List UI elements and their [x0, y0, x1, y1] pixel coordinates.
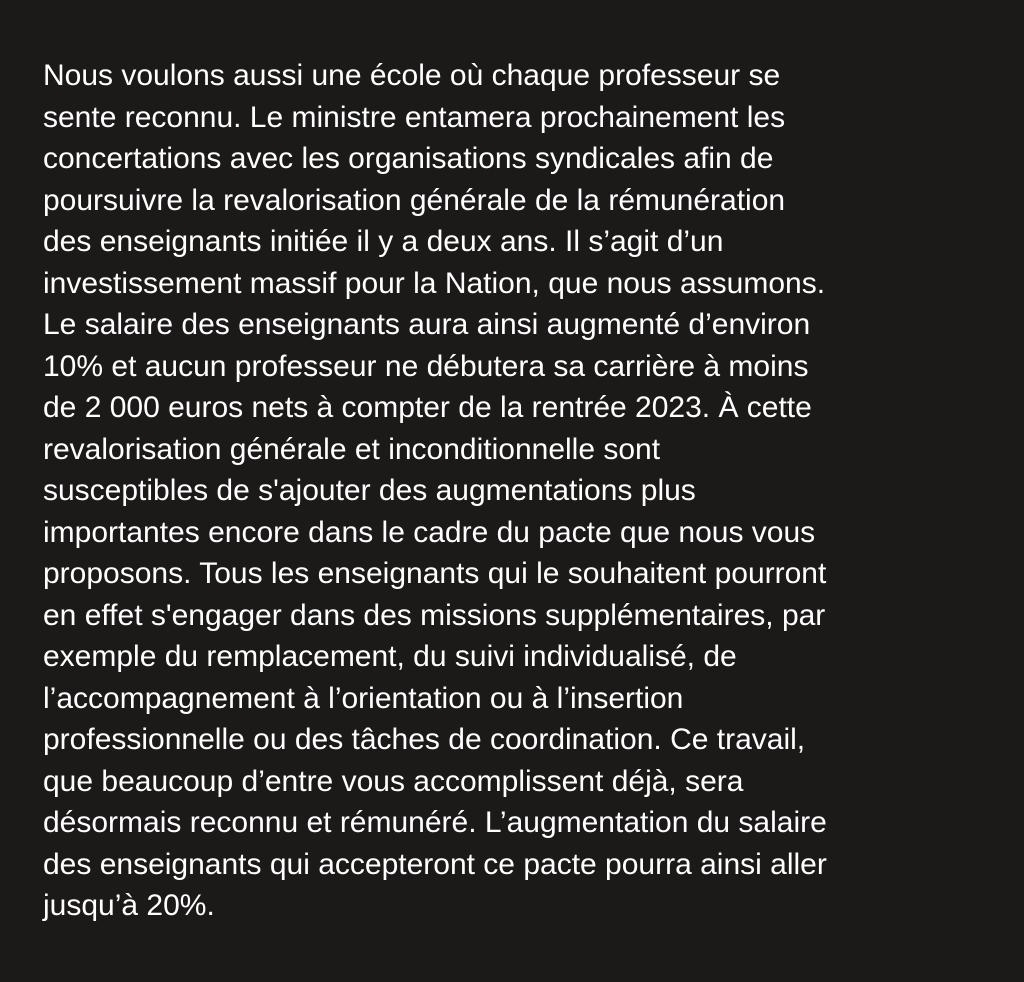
text-line: des enseignants initiée il y a deux ans. Il s’agit d’un	[43, 225, 724, 258]
text-line: désormais reconnu et rémunéré. L’augmentation du salaire	[43, 806, 827, 839]
text-line: poursuivre la revalorisation générale de la rémunération	[43, 183, 786, 217]
text-line: sente reconnu. Le ministre entamera prochainement les	[43, 100, 786, 134]
text-line: proposons. Tous les enseignants qui le souhaitent pourront	[43, 557, 827, 590]
text-line: Nous voulons aussi une école où chaque professeur se	[43, 59, 781, 92]
text-line: des enseignants qui accepteront ce pacte pourra ainsi aller	[43, 847, 827, 881]
text-line: professionnelle ou des tâches de coordination. Ce travail,	[43, 723, 806, 756]
text-line: exemple du remplacement, du suivi individualisé, de	[43, 640, 737, 673]
text-line: que beaucoup d’entre vous accomplissent déjà, sera	[43, 764, 744, 798]
text-line: concertations avec les organisations syndicales afin de	[43, 142, 774, 175]
text-line: l’accompagnement à l’orientation ou à l’insertion	[43, 681, 684, 715]
text-line: jusqu’à 20%.	[43, 889, 215, 922]
text-line: susceptibles de s'ajouter des augmentations plus	[43, 474, 696, 507]
text-line: Le salaire des enseignants aura ainsi augmenté d’environ	[43, 308, 811, 341]
text-line: en effet s'engager dans des missions supplémentaires, par	[43, 598, 826, 632]
text-line: de 2 000 euros nets à compter de la rentrée 2023. À cette	[43, 391, 812, 424]
text-line: revalorisation générale et inconditionnelle sont	[43, 432, 661, 466]
text-line: 10% et aucun professeur ne débutera sa carrière à moins	[43, 349, 809, 383]
text-line: importantes encore dans le cadre du pacte que nous vous	[43, 515, 816, 549]
text-line: investissement massif pour la Nation, que nous assumons.	[43, 266, 826, 300]
body-text	[43, 55, 1003, 927]
